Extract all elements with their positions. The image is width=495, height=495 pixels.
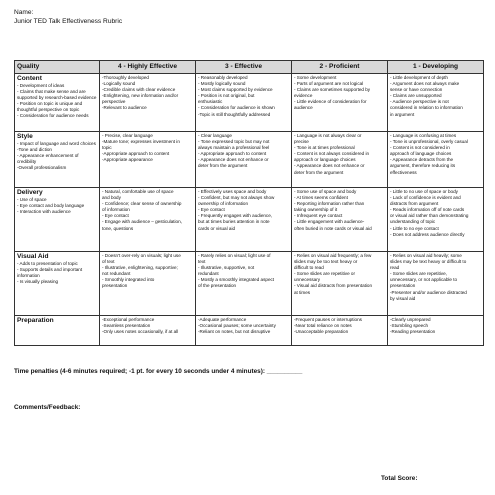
rubric-cell bbox=[292, 132, 388, 188]
rubric-cell bbox=[196, 316, 292, 346]
criterion-item: - Impact of language and word choices bbox=[17, 141, 96, 146]
column-header-quality: Quality bbox=[15, 61, 100, 74]
cell-line: - At times seems confident bbox=[294, 195, 348, 201]
row-delivery bbox=[15, 188, 484, 252]
cell-line: - Claims are sometimes supported by bbox=[294, 87, 371, 93]
name-label: Name: bbox=[14, 9, 34, 16]
cell-line: - Relies on visual aid heavily; some bbox=[390, 253, 462, 258]
cell-line: - Engage with audience – gesticulation, bbox=[102, 219, 182, 225]
rubric-cell bbox=[388, 252, 484, 316]
cell-line: - Visual aid distracts from presentation bbox=[294, 283, 373, 289]
rubric-cell bbox=[100, 74, 196, 132]
cell-line: - Little to no use of space or body bbox=[390, 189, 458, 194]
cell-line: - Rarely relies on visual; light use of bbox=[198, 253, 271, 258]
rubric-cell bbox=[292, 188, 388, 252]
cell-line: - Tone is unprofessional, overly casual bbox=[390, 139, 468, 145]
criterion-title: Visual Aid bbox=[17, 253, 49, 260]
comments-label: Comments/Feedback: bbox=[14, 404, 81, 411]
cell-line: slides may be text heavy or difficult to bbox=[390, 259, 467, 265]
criterion-item: - Eye contact and body language bbox=[17, 203, 85, 209]
cell-line: difficult to read bbox=[294, 265, 324, 271]
rubric-title: Junior TED Talk Effectiveness Rubric bbox=[14, 18, 123, 25]
cell-line: - Doesn't over-rely on visuals; light use bbox=[102, 253, 181, 258]
cell-line: - Little to no eye contact bbox=[390, 225, 439, 231]
cell-line: - Claims are unsupported bbox=[390, 93, 442, 99]
cell-line: -Appropriate approach to content bbox=[102, 151, 170, 157]
cell-line: sense or have connection bbox=[390, 87, 443, 93]
criterion-item: - Consideration for audience needs bbox=[17, 113, 89, 119]
criterion-cell bbox=[15, 252, 100, 316]
cell-line: cards or visual aid bbox=[198, 225, 236, 231]
cell-line: -Enlightening, new information and/or bbox=[102, 93, 179, 99]
cell-line: tone, questions bbox=[102, 225, 134, 231]
cell-line: - Confidence; clear sense of ownership bbox=[102, 201, 182, 207]
cell-line: - Does not address audience directly bbox=[390, 231, 465, 237]
cell-line: -Reading presentation bbox=[390, 329, 436, 335]
criterion-cell bbox=[15, 316, 100, 346]
criterion-item: - Appearance enhancement of bbox=[17, 153, 79, 159]
cell-line: - Mostly logically sound bbox=[198, 81, 246, 87]
cell-line: in argument bbox=[390, 111, 415, 117]
cell-line: -Near total reliance on notes bbox=[294, 323, 352, 329]
criterion-cell bbox=[15, 188, 100, 252]
row-visual-aid bbox=[15, 252, 484, 316]
column-header-effective: 3 - Effective bbox=[196, 61, 292, 74]
criterion-item: - Is visually pleasing bbox=[17, 279, 59, 285]
cell-line: - Some development bbox=[294, 75, 337, 80]
cell-line: argument, therefore reducing its bbox=[390, 163, 456, 169]
cell-line: - Content is not always considered in bbox=[294, 151, 370, 157]
cell-line: deter from the argument bbox=[294, 169, 344, 175]
cell-line: approach or language choices bbox=[294, 157, 356, 163]
rubric-cell bbox=[388, 316, 484, 346]
rubric-cell bbox=[196, 132, 292, 188]
criterion-cell bbox=[15, 132, 100, 188]
column-header-proficient: 2 - Proficient bbox=[292, 61, 388, 74]
cell-line: - Appearance detracts from the bbox=[390, 157, 454, 163]
cell-line: topic bbox=[102, 145, 112, 151]
cell-line: -Adequate performance bbox=[198, 317, 247, 322]
cell-line: - Natural, comfortable use of space bbox=[102, 189, 174, 194]
cell-line: enthusiastic bbox=[198, 99, 223, 105]
cell-line: text bbox=[198, 259, 206, 265]
cell-line: always maintain a professional feel bbox=[198, 145, 270, 151]
cell-line: - Language is not always clear or bbox=[294, 133, 362, 138]
cell-line: presentation bbox=[390, 283, 416, 289]
column-header-developing: 1 - Developing bbox=[388, 61, 484, 74]
cell-line: - Appearance does not enhance or bbox=[198, 157, 269, 163]
cell-line: - Content is not considered in bbox=[390, 145, 450, 151]
cell-line: - Little evidence of consideration for bbox=[294, 99, 367, 105]
cell-line: read bbox=[390, 265, 400, 271]
cell-line: -Stumbling speech bbox=[390, 323, 429, 329]
cell-line: - Effectively uses space and body bbox=[198, 189, 267, 194]
row-content bbox=[15, 74, 484, 132]
cell-line: often buried in note cards or visual aid bbox=[294, 225, 372, 231]
cell-line: - Position is not original, but bbox=[198, 93, 255, 99]
cell-line: or visual aid rather than demonstrating bbox=[390, 213, 469, 219]
cell-line: unnecessary bbox=[294, 277, 321, 283]
cell-line: - Some slides are repetitive or bbox=[294, 271, 356, 277]
cell-line: - Confident, but may not always show bbox=[198, 195, 275, 201]
cell-line: -Seamless presentation bbox=[102, 323, 151, 329]
rubric-cell bbox=[100, 316, 196, 346]
cell-line: effectiveness bbox=[390, 169, 417, 175]
cell-line: slides may be too text heavy or bbox=[294, 259, 358, 265]
cell-line: - Tone is at times professional bbox=[294, 145, 355, 151]
criterion-item: - Position on topic is unique and bbox=[17, 101, 83, 107]
rubric-cell bbox=[196, 74, 292, 132]
cell-line: -Occasional pauses; some uncertainty bbox=[198, 323, 276, 329]
cell-line: considered in relation to information bbox=[390, 105, 463, 111]
row-style bbox=[15, 132, 484, 188]
criterion-cell bbox=[15, 74, 100, 132]
cell-line: - Eye contact bbox=[102, 213, 129, 219]
cell-line: -Unacceptable preparation bbox=[294, 329, 349, 335]
cell-line: - Reporting information rather than bbox=[294, 201, 365, 207]
criterion-title: Delivery bbox=[17, 189, 43, 196]
row-preparation bbox=[15, 316, 484, 346]
rubric-cell bbox=[292, 74, 388, 132]
cell-line: evidence bbox=[294, 93, 313, 99]
cell-line: and body bbox=[102, 195, 121, 201]
cell-line: - Precise, clear language bbox=[102, 133, 153, 138]
cell-line: - Clear language bbox=[198, 133, 232, 138]
cell-line: - Reasonably developed bbox=[198, 75, 248, 80]
cell-line: - Consideration for audience is shown bbox=[198, 105, 275, 111]
cell-line: deter from the argument bbox=[198, 163, 248, 169]
cell-line: - Lack of confidence is evident and bbox=[390, 195, 461, 201]
cell-line: of information bbox=[102, 207, 130, 213]
cell-line: not redundant bbox=[102, 271, 131, 277]
cell-line: -Logically sound bbox=[102, 81, 136, 87]
criterion-item: supported by research-based evidence bbox=[17, 95, 97, 101]
rubric-header-row bbox=[15, 61, 484, 74]
cell-line: approach of language choices bbox=[390, 151, 452, 157]
cell-line: - Little engagement with audience- bbox=[294, 219, 365, 225]
cell-line: - Some use of space and body bbox=[294, 189, 357, 194]
header bbox=[14, 8, 122, 26]
rubric-cell bbox=[388, 188, 484, 252]
column-header-highly-effective: 4 - Highly Effective bbox=[100, 61, 196, 74]
cell-line: presentation bbox=[102, 283, 128, 289]
cell-line: by visual aid bbox=[390, 295, 416, 301]
criterion-item: -Overall professionalism bbox=[17, 165, 67, 171]
criterion-title: Style bbox=[17, 133, 33, 140]
rubric-cell bbox=[100, 132, 196, 188]
criterion-item: - Interaction with audience bbox=[17, 209, 71, 215]
cell-line: - Audience perspective is not bbox=[390, 99, 449, 105]
cell-line: but at times buries attention in note bbox=[198, 219, 270, 225]
criterion-item: - Supports details and important bbox=[17, 267, 83, 273]
total-score-label: Total Score: bbox=[381, 475, 418, 482]
criterion-title: Preparation bbox=[17, 317, 54, 324]
cell-line: -Credible claims with clear evidence bbox=[102, 87, 176, 93]
cell-line: -Appropriate appearance bbox=[102, 157, 153, 163]
cell-line: - Relies on visual aid frequently; a few bbox=[294, 253, 372, 258]
cell-line: - Most claims supported by evidence bbox=[198, 87, 273, 93]
rubric-cell bbox=[292, 252, 388, 316]
cell-line: -Reliant on notes, but not disruptive bbox=[198, 329, 271, 335]
cell-line: taking ownership of it bbox=[294, 207, 338, 213]
criterion-item: -Tone and diction bbox=[17, 147, 52, 153]
cell-line: understanding of topic bbox=[390, 219, 436, 225]
cell-line: precise bbox=[294, 139, 309, 145]
rubric-cell bbox=[292, 316, 388, 346]
cell-line: - Smoothly integrated into bbox=[102, 277, 155, 283]
cell-line: unnecessary, or not applicable to bbox=[390, 277, 458, 283]
cell-line: redundant bbox=[198, 271, 219, 277]
rubric-cell bbox=[196, 188, 292, 252]
criterion-item: thoughtful perspective on topic bbox=[17, 107, 80, 113]
cell-line: -Exceptional performance bbox=[102, 317, 155, 322]
criterion-item: information bbox=[17, 273, 40, 279]
cell-line: audience bbox=[294, 105, 313, 111]
cell-line: of the presentation bbox=[198, 283, 237, 289]
cell-line: at times bbox=[294, 289, 311, 295]
cell-line: ownership of information bbox=[198, 201, 249, 207]
cell-line: -Relevant to audience bbox=[102, 105, 147, 111]
cell-line: -Frequent pauses or interruptions bbox=[294, 317, 362, 322]
cell-line: - Eye contact bbox=[198, 207, 225, 213]
cell-line: - Appearance does not enhance or bbox=[294, 163, 365, 169]
cell-line: of text bbox=[102, 259, 115, 265]
rubric-cell bbox=[100, 252, 196, 316]
criterion-item: credibility bbox=[17, 159, 37, 165]
cell-line: - Illustrative, supportive, not bbox=[198, 265, 255, 271]
cell-line: - Frequently engages with audience, bbox=[198, 213, 273, 219]
cell-line: -Mature tone; expresses investment in bbox=[102, 139, 180, 145]
cell-line: - Little development of depth bbox=[390, 75, 448, 80]
criterion-item: - Development of ideas bbox=[17, 83, 65, 88]
cell-line: -Presenter and/or audience distracted bbox=[390, 289, 467, 295]
criterion-item: - Adds to presentation of topic bbox=[17, 261, 78, 266]
criterion-item: - Claims that make sense and are bbox=[17, 89, 86, 95]
cell-line: -Clearly unprepared bbox=[390, 317, 431, 322]
cell-line: -Topic is still thoughtfully addressed bbox=[198, 111, 271, 117]
criterion-title: Content bbox=[17, 75, 42, 82]
cell-line: - Illustrative, enlightening, supportive; bbox=[102, 265, 178, 271]
cell-line: - Language is confusing at times bbox=[390, 133, 457, 138]
cell-line: -Only uses notes occasionally, if at all bbox=[102, 329, 179, 335]
cell-line: - Mostly a smoothly integrated aspect bbox=[198, 277, 275, 283]
criterion-item: - Use of space bbox=[17, 197, 47, 202]
cell-line: perspective bbox=[102, 99, 126, 105]
cell-line: - Argument does not always make bbox=[390, 81, 460, 87]
rubric-cell bbox=[388, 74, 484, 132]
rubric-cell bbox=[388, 132, 484, 188]
cell-line: distracts from argument bbox=[390, 201, 439, 207]
rubric-cell bbox=[196, 252, 292, 316]
rubric-table bbox=[14, 60, 484, 346]
cell-line: -Thoroughly developed bbox=[102, 75, 149, 80]
cell-line: - Tone expressed topic but may not bbox=[198, 139, 270, 145]
cell-line: - Appropriate approach to content bbox=[198, 151, 267, 157]
cell-line: - Parts of argument are not logical bbox=[294, 81, 364, 87]
rubric-cell bbox=[100, 188, 196, 252]
cell-line: - Some slides are repetitive, bbox=[390, 271, 447, 277]
cell-line: - Reads information off of note cards bbox=[390, 207, 465, 213]
time-penalties: Time penalties (4-6 minutes required; -1 pt. for every 10 seconds under 4 minutes): __________ bbox=[14, 368, 303, 375]
cell-line: - Infrequent eye contact bbox=[294, 213, 343, 219]
